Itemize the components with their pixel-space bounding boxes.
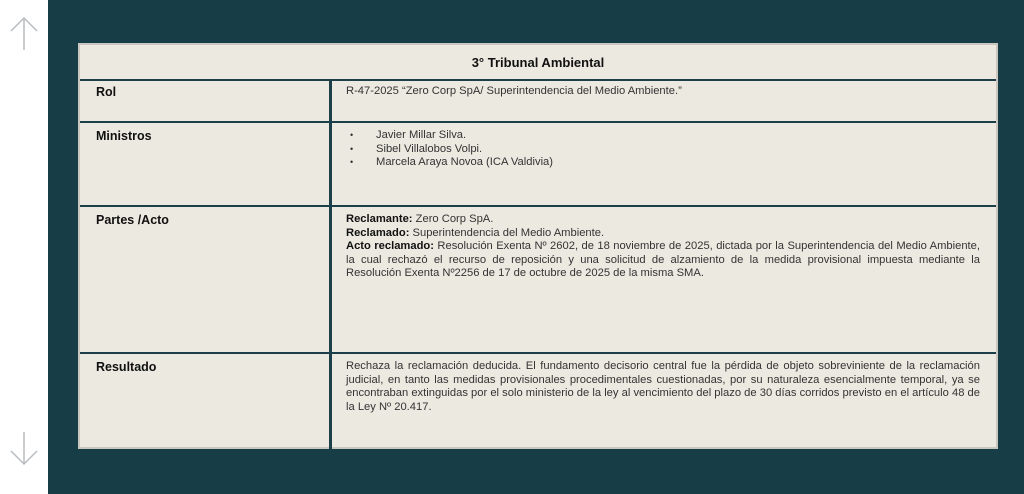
ministros-value: [332, 123, 996, 205]
reclamante-value: Zero Corp SpA.: [412, 213, 494, 225]
row-rol: [80, 79, 996, 123]
arrow-down-icon[interactable]: [8, 428, 40, 468]
partes-value: [332, 207, 996, 352]
reclamado-value: Superintendencia del Medio Ambiente.: [409, 226, 605, 239]
resultado-value: Rechaza la reclamación deducida. El fundamento decisorio central fue la pérdida de objeto sobreviniente de la reclamación judicial, en tanto las medidas provisionales procedimentales cuestionadas, por su naturaleza esencialmente temporal, ya se encontraban extinguidas por el solo ministerio de la ley al vencimiento del plazo de 30 días corridos previsto en el artículo 48 de la Ley Nº 20.417.: [346, 360, 980, 413]
case-summary-table: [78, 43, 998, 449]
table-title: 3° Tribunal Ambiental: [80, 45, 996, 81]
arrow-up-icon[interactable]: [8, 14, 40, 54]
ministros-list: [346, 129, 980, 170]
reclamante-label: Reclamante:: [346, 213, 413, 225]
partes-label: Partes /Acto: [80, 207, 332, 352]
side-navigation: [0, 0, 48, 494]
ministros-label: Ministros: [80, 123, 332, 205]
rol-label: Rol: [80, 79, 332, 121]
slide: [48, 0, 1024, 494]
row-partes-acto: [80, 207, 996, 354]
acto-value: Resolución Exenta Nº 2602, de 18 noviembre de 2025, dictada por la Superintendencia del Medio Ambiente, la cual rechazó el recurso de reposición y una solicitud de alzamiento de la medida provisional impuesta mediante la Resolución Exenta Nº2256 de 17 de octubre de 2025 de la misma SMA.: [346, 240, 980, 279]
acto-label: Acto reclamado:: [346, 240, 434, 252]
list-item: • Marcela Araya Novoa (ICA Valdivia): [346, 156, 980, 170]
row-resultado: [80, 354, 996, 449]
list-item: • Sibel Villalobos Volpi.: [346, 143, 980, 157]
reclamado-label: Reclamado:: [346, 226, 410, 239]
rol-value: R-47-2025 “Zero Corp SpA/ Superintendencia del Medio Ambiente.”: [346, 85, 682, 97]
row-ministros: [80, 123, 996, 207]
list-item: • Javier Millar Silva.: [346, 129, 980, 143]
resultado-label: Resultado: [80, 354, 332, 449]
